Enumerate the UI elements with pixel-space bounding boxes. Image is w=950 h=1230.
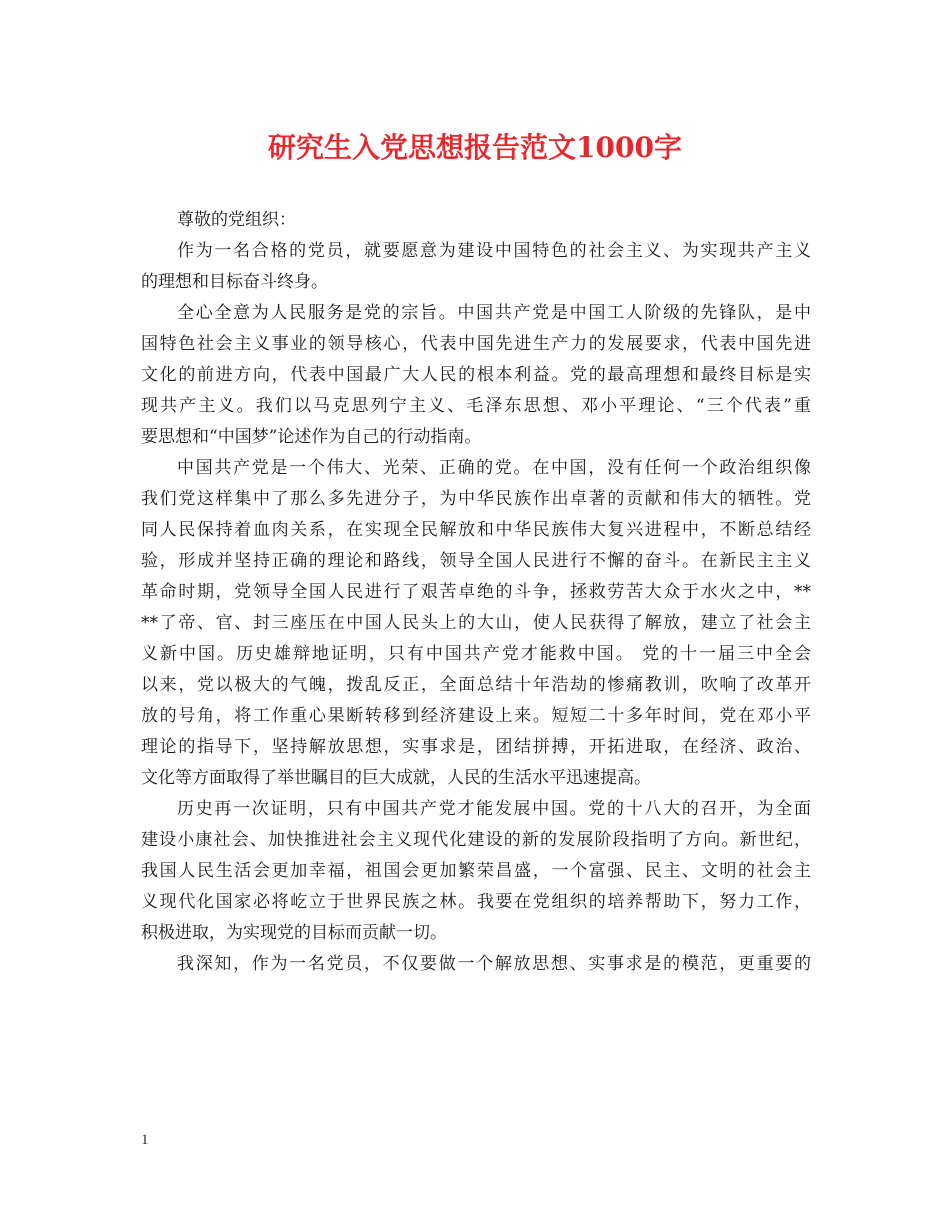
text-line: 尊敬的党组织： <box>177 210 296 230</box>
text-line: 以来，党以极大的气魄，拨乱反正，全面总结十年浩劫的惨痛教训，吹响了改革开 <box>141 675 811 695</box>
text-line: **了帝、官、封三座压在中国人民头上的大山，使人民获得了解放，建立了社会主 <box>141 613 811 633</box>
text-line: 现共产主义。我们以马克思列宁主义、毛泽东思想、邓小平理论、“三个代表”重 <box>141 396 811 416</box>
text-line: 理论的指导下，坚持解放思想，实事求是，团结拼搏，开拓进取，在经济、政治、 <box>141 737 811 757</box>
text-line: 革命时期，党领导全国人民进行了艰苦卓绝的斗争，拯救劳苦大众于水火之中，** <box>141 582 811 602</box>
text-line: 中国共产党是一个伟大、光荣、正确的党。在中国，没有任何一个政治组织像 <box>177 458 811 478</box>
text-line: 文化等方面取得了举世瞩目的巨大成就，人民的生活水平迅速提高。 <box>141 768 651 788</box>
text-line: 我们党这样集中了那么多先进分子，为中华民族作出卓著的贡献和伟大的牺牲。党 <box>141 489 811 509</box>
text-line: 的理想和目标奋斗终身。 <box>141 272 328 292</box>
text-line: 义新中国。历史雄辩地证明，只有中国共产党才能救中国。 党的十一届三中全会 <box>141 644 811 664</box>
text-line: 文化的前进方向，代表中国最广大人民的根本利益。党的最高理想和最终目标是实 <box>141 365 811 385</box>
text-line: 国特色社会主义事业的领导核心，代表中国先进生产力的发展要求，代表中国先进 <box>141 334 811 354</box>
text-line: 要思想和“中国梦”论述作为自己的行动指南。 <box>141 427 482 447</box>
text-line: 作为一名合格的党员，就要愿意为建设中国特色的社会主义、为实现共产主义 <box>177 241 811 261</box>
text-line: 历史再一次证明，只有中国共产党才能发展中国。党的十八大的召开，为全面 <box>177 799 811 819</box>
text-line: 积极进取，为实现党的目标而贡献一切。 <box>141 923 447 943</box>
document-title: 研究生入党思想报告范文1000字 <box>268 131 682 164</box>
page-number: 1 <box>141 1132 149 1148</box>
text-line: 义现代化国家必将屹立于世界民族之林。我要在党组织的培养帮助下，努力工作， <box>141 892 811 912</box>
text-line: 放的号角，将工作重心果断转移到经济建设上来。短短二十多年时间，党在邓小平 <box>141 706 811 726</box>
text-line: 全心全意为人民服务是党的宗旨。中国共产党是中国工人阶级的先锋队，是中 <box>177 303 811 323</box>
text-line: 我国人民生活会更加幸福，祖国会更加繁荣昌盛，一个富强、民主、文明的社会主 <box>141 861 811 881</box>
text-line: 验，形成并坚持正确的理论和路线，领导全国人民进行不懈的奋斗。在新民主主义 <box>141 551 811 571</box>
text-line: 我深知，作为一名党员，不仅要做一个解放思想、实事求是的模范，更重要的 <box>177 954 811 974</box>
document-body <box>141 205 811 980</box>
text-line: 同人民保持着血肉关系，在实现全民解放和中华民族伟大复兴进程中，不断总结经 <box>141 520 811 540</box>
text-line: 建设小康社会、加快推进社会主义现代化建设的新的发展阶段指明了方向。新世纪， <box>141 830 811 850</box>
